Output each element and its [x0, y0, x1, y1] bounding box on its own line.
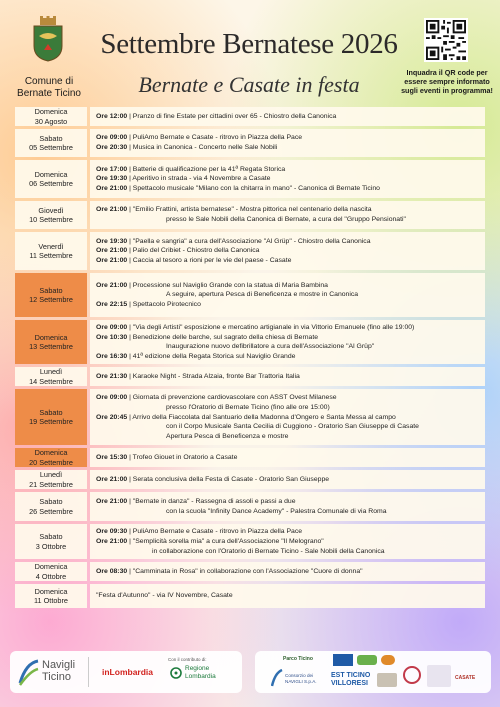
event-time: Ore 22:15 [96, 300, 128, 308]
schedule-date-text: 4 Ottobre [35, 571, 67, 581]
schedule-date-text: 19 Settembre [29, 417, 73, 427]
schedule-row [15, 107, 485, 126]
page-title: Settembre Bernatese 2026 [100, 28, 398, 60]
schedule-events [90, 492, 485, 521]
event-time: Ore 16:30 [96, 352, 128, 360]
event-line [96, 300, 479, 310]
lombardia-logo-line: Lombardia [185, 672, 216, 680]
event-time: Ore 20:30 [96, 144, 128, 151]
schedule-row [15, 562, 485, 581]
schedule-row [15, 201, 485, 229]
qr-caption-line: Inquadra il QR code per [406, 68, 488, 77]
schedule-date-text: 21 Settembre [29, 479, 73, 489]
parco-ticino-logo: Parco Ticino [283, 656, 313, 662]
event-description: | Spettacolo musicale "Milano con la chitarra in mano" - Canonica di Bernate Ticino [127, 184, 380, 192]
schedule-day-name: Sabato [39, 532, 63, 542]
schedule-day-name: Domenica [34, 562, 68, 572]
event-line [96, 256, 479, 266]
event-continuation: Inaugurazione nuovo defibrillatore a cura dell'Associazione "Al Grüp" [166, 343, 375, 351]
pro-casate-logo: CASATE [455, 675, 476, 681]
event-line [96, 281, 479, 291]
schedule-row [15, 273, 485, 317]
qr-caption-line: sugli eventi in programma! [401, 86, 493, 95]
event-time: Ore 21:00 [96, 256, 128, 264]
sponsor-logo-icon [357, 655, 377, 665]
schedule-events [90, 107, 485, 126]
schedule-day-name: Sabato [39, 497, 63, 507]
event-description: | 41ª edizione della Regata Storica sul Naviglio Grande [127, 352, 296, 360]
event-time: Ore 21:00 [96, 537, 128, 545]
sponsor-caption: Con il contributo di: [168, 657, 207, 662]
event-continuation: con la scuola "Infinity Dance Academy" - Palestra Comunale di via Roma [166, 507, 387, 515]
unesco-logo-icon [333, 654, 353, 666]
schedule-events [90, 448, 485, 467]
schedule-events [90, 524, 485, 559]
sponsor-logo-icon [403, 666, 421, 684]
comune-label [6, 76, 92, 100]
event-description: | Serata conclusiva della Festa di Casate - Oratorio San Giuseppe [127, 476, 330, 484]
divider [88, 657, 89, 687]
event-time: Ore 09:00 [96, 134, 128, 142]
schedule-date [15, 107, 87, 126]
schedule-events [90, 320, 485, 364]
event-line [96, 246, 479, 256]
schedule-day-name: Lunedì [39, 470, 63, 480]
regione-logo-line: Regione [185, 665, 210, 672]
event-time: Ore 21:00 [96, 476, 128, 484]
schedule-date-text: 06 Settembre [29, 179, 73, 188]
event-time: Ore 21:00 [96, 281, 128, 289]
event-line [96, 475, 479, 485]
schedule-events [90, 367, 485, 386]
schedule-events [90, 470, 485, 489]
schedule-date [15, 389, 87, 445]
schedule-row [15, 320, 485, 364]
schedule-date-text: 14 Settembre [29, 376, 73, 386]
event-time: Ore 17:00 [96, 165, 128, 173]
event-description: | Trofeo Giouet in Oratorio a Casate [127, 454, 238, 462]
event-description: | Benedizione delle barche, sul sagrato della chiesa di Bernate [127, 333, 319, 341]
schedule-date-text: 30 Agosto [34, 116, 68, 126]
ticino-logo-text: Ticino [42, 671, 71, 683]
consorzio-navigli-logo-icon [271, 669, 283, 687]
event-description: | Musica in Canonica - Concerto nelle Sale Nobili [127, 144, 278, 151]
schedule-events [90, 129, 485, 157]
schedule-events [90, 389, 485, 445]
event-line [96, 393, 479, 403]
event-description: | "Via degli Artisti" esposizione e mercatino artigianale in via Vittorio Emanuele (fino alle 19:00) [127, 324, 415, 331]
event-description: | Karaoke Night - Strada Alzaia, fronte Bar Trattoria Italia [127, 373, 300, 381]
page-subtitle: Bernate e Casate in festa [138, 72, 360, 97]
navigli-logo-text: Navigli [42, 659, 76, 671]
event-description: | Aperitivo in strada - via 4 Novembre a Casate [127, 175, 271, 183]
schedule-row [15, 160, 485, 198]
schedule-date-text: 05 Settembre [29, 143, 73, 152]
schedule-date [15, 129, 87, 157]
event-line [96, 527, 479, 537]
event-time: Ore 08:30 [96, 567, 128, 575]
event-line [96, 143, 479, 153]
schedule-day-name: Domenica [34, 332, 68, 342]
church-logo-icon [377, 673, 397, 687]
schedule-day-name: Sabato [39, 407, 63, 417]
event-description: | "Semplicità sorella mia" a cura dell'Associazione "Il Melograno" [127, 537, 324, 545]
schedule-day-name: Giovedì [38, 205, 64, 215]
schedule-date [15, 273, 87, 317]
event-time: Ore 09:00 [96, 394, 128, 402]
sponsor-logo-icon [381, 655, 395, 665]
schedule-row [15, 367, 485, 386]
event-line [96, 133, 479, 143]
header [0, 0, 500, 104]
schedule-date [15, 492, 87, 521]
schedule-date [15, 524, 87, 559]
schedule-date [15, 160, 87, 198]
event-line [96, 165, 479, 175]
event-line [96, 237, 479, 247]
event-time: Ore 21:00 [96, 247, 128, 255]
schedule-row [15, 448, 485, 467]
schedule-date [15, 367, 87, 386]
schedule-date-text: 10 Settembre [29, 215, 73, 224]
schedule-date-text: 3 Ottobre [35, 541, 67, 551]
event-line [96, 413, 479, 423]
sponsor-bar-left [10, 651, 242, 693]
sponsor-logo-icon [427, 665, 451, 687]
event-description: | Spettacolo Pirotecnico [127, 300, 201, 308]
schedule-day-name: Sabato [39, 133, 63, 143]
schedule-date [15, 232, 87, 270]
est-ticino-villoresi-logo: EST TICINO VILLORESI [331, 672, 371, 687]
event-line [96, 174, 479, 184]
schedule-events [90, 584, 485, 608]
event-time: Ore 15:30 [96, 454, 128, 462]
schedule-events [90, 160, 485, 198]
event-line [96, 352, 479, 362]
event-line [96, 323, 479, 333]
event-time: Ore 19:30 [96, 237, 128, 245]
schedule-events [90, 232, 485, 270]
event-time: Ore 21:00 [96, 498, 128, 506]
schedule-row [15, 470, 485, 489]
schedule-date [15, 584, 87, 608]
schedule-date-text: 13 Settembre [29, 342, 73, 352]
schedule-events [90, 201, 485, 229]
event-description: | PuliAmo Bernate e Casate - ritrovo in Piazza della Pace [127, 528, 303, 536]
event-description: | Pranzo di fine Estate per cittadini over 65 - Chiostro della Canonica [127, 112, 337, 120]
event-line [96, 591, 479, 601]
schedule-date-text: 11 Ottobre [34, 596, 68, 606]
event-continuation: presso le Sale Nobili della Canonica di Bernate, a cura del "Gruppo Pensionati" [166, 216, 406, 223]
event-continuation: presso l'Oratorio di Bernate Ticino (fino alle ore 15:00) [166, 403, 330, 411]
event-description: | Caccia al tesoro a rioni per le vie del paese - Casate [127, 256, 292, 264]
schedule-row [15, 584, 485, 608]
qr-caption-line: essere sempre informato [404, 77, 490, 86]
event-description: | Giornata di prevenzione cardiovascolare con ASST Ovest Milanese [127, 394, 337, 402]
schedule-day-name: Lunedì [39, 367, 63, 377]
event-line [96, 497, 479, 507]
event-description: | Palio del Cribiet - Chiostro della Canonica [127, 247, 260, 255]
event-description: | "Emilio Frattini, artista bernatese" - Mostra pittorica nel centenario della nascita [127, 206, 372, 214]
comune-line-2: Bernate Ticino [17, 88, 81, 99]
schedule-events [90, 562, 485, 581]
navigli-ticino-logo-icon [18, 657, 40, 687]
event-description: "Festa d'Autunno" - via IV Novembre, Casate [96, 592, 233, 600]
event-schedule [15, 107, 485, 611]
event-time: Ore 21:00 [96, 206, 128, 214]
inlombardia-logo: inLombardia [102, 667, 154, 677]
event-description: | Processione sul Naviglio Grande con la statua di Maria Bambina [127, 281, 328, 289]
event-continuation: Apertura Pesca di Beneficenza e mostre [166, 432, 289, 440]
event-line [96, 205, 479, 215]
schedule-day-name: Domenica [34, 107, 68, 116]
event-time: Ore 09:00 [96, 324, 128, 331]
qr-caption [398, 68, 496, 95]
navigli-ticino-logo [42, 659, 75, 683]
event-description: | "Paella e sangria" a cura dell'Associazione "Al Grüp" - Chiostro della Canonica [127, 237, 371, 245]
schedule-date [15, 470, 87, 489]
event-time: Ore 21:30 [96, 373, 128, 381]
event-time: Ore 21:00 [96, 184, 128, 192]
schedule-day-name: Domenica [34, 169, 68, 179]
schedule-day-name: Sabato [39, 285, 63, 295]
event-time: Ore 09:30 [96, 528, 128, 536]
schedule-date-text: 26 Settembre [29, 506, 73, 516]
event-line [96, 333, 479, 343]
schedule-events [90, 273, 485, 317]
schedule-date-text: 12 Settembre [29, 295, 73, 304]
schedule-row [15, 492, 485, 521]
event-description: | "Camminata in Rosa" in collaborazione con l'Associazione "Cuore di donna" [127, 567, 363, 575]
event-time: Ore 20:45 [96, 413, 128, 421]
schedule-date [15, 448, 87, 467]
schedule-row [15, 524, 485, 559]
event-description: | "Bernate in danza" - Rassegna di assoli e passi a due [127, 498, 296, 506]
event-line [96, 184, 479, 194]
event-line [96, 537, 479, 547]
sponsor-bar-right [255, 651, 491, 693]
event-time: Ore 19:30 [96, 175, 128, 183]
schedule-day-name: Venerdì [38, 241, 64, 251]
event-continuation: in collaborazione con l'Oratorio di Bernate Ticino - Sale Nobili della Canonica [152, 547, 385, 555]
regione-lombardia-rose-icon [170, 666, 182, 680]
event-time: Ore 10:30 [96, 333, 128, 341]
schedule-row [15, 129, 485, 157]
schedule-date [15, 562, 87, 581]
schedule-row [15, 232, 485, 270]
event-time: Ore 12:00 [96, 112, 128, 120]
schedule-date [15, 201, 87, 229]
event-line [96, 453, 479, 463]
schedule-date [15, 320, 87, 364]
event-description: | Batterie di qualificazione per la 41ª Regata Storica [127, 165, 286, 173]
event-continuation: con il Corpo Musicale Santa Cecilia di Cuggiono - Oratorio San Giuseppe di Casate [166, 423, 419, 431]
schedule-day-name: Domenica [34, 448, 68, 458]
schedule-date-text: 20 Settembre [29, 457, 73, 467]
event-continuation: A seguire, apertura Pesca di Beneficenza e mostre in Canonica [166, 291, 359, 299]
schedule-day-name: Domenica [34, 586, 68, 596]
comune-line-1: Comune di [24, 76, 74, 87]
schedule-row [15, 389, 485, 445]
event-line [96, 112, 479, 122]
qr-code-icon[interactable] [424, 18, 468, 62]
schedule-date-text: 11 Settembre [29, 251, 73, 260]
event-description: | Arrivo della Fiaccolata dal Santuario della Madonna d'Ongero e Santa Messa al campo [127, 413, 396, 421]
comune-crest-icon [31, 16, 65, 62]
regione-lombardia-logo [185, 665, 216, 680]
consorzio-navigli-logo: Consorzio dei NAVIGLI S.p.A. [285, 673, 317, 684]
event-line [96, 372, 479, 382]
event-line [96, 567, 479, 577]
event-description: | PuliAmo Bernate e Casate - ritrovo in Piazza della Pace [127, 134, 303, 142]
